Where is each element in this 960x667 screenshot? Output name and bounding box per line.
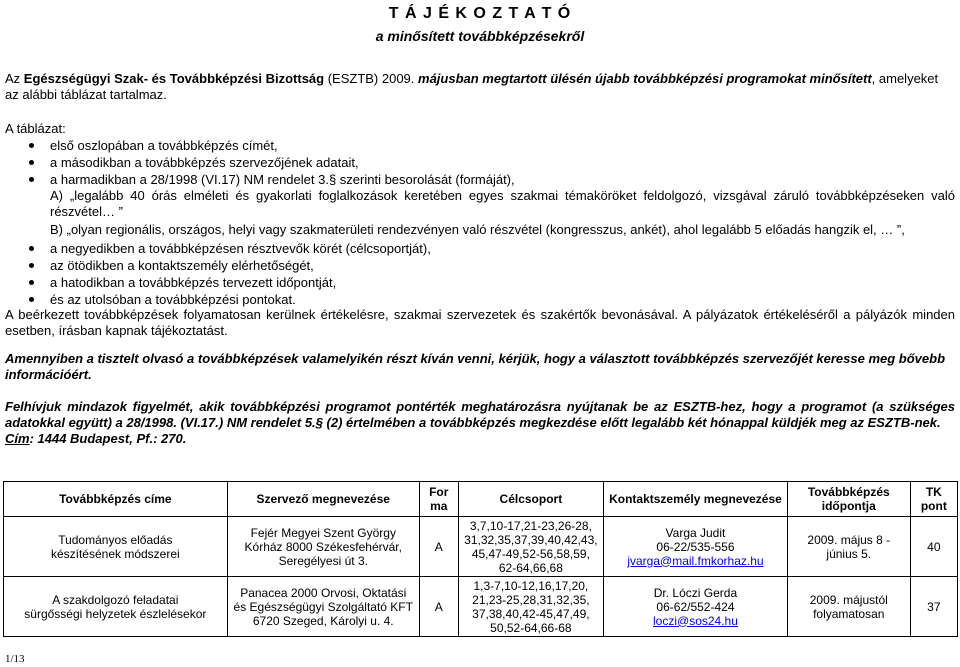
cell-title: Tudományos előadás készítésének módszerei <box>4 517 228 577</box>
cell-contact <box>604 577 788 637</box>
org-line: Kórház 8000 Székesfehérvár, <box>244 539 402 554</box>
interest-text-2: továbbképzések <box>197 351 299 366</box>
form-a-description: A) „legalább 40 órás elméleti és gyakorlati foglalkozások keretében egyes szakmai témaköröket feldolgozó, vizsgával záruló továbbképzéseken való részvétel… ” <box>50 188 955 219</box>
interest-text-4: továbbképzés szervezőjét <box>653 351 813 366</box>
table-row <box>4 577 958 637</box>
bullet-icon <box>29 280 34 285</box>
list-item-text: az ötödikben a kontaktszemély elérhetőségét, <box>50 258 314 273</box>
header-title: Továbbképzés címe <box>4 482 228 517</box>
cell-organizer <box>227 517 419 577</box>
header-contact: Kontaktszemély megnevezése <box>604 482 788 517</box>
list-item-text: első oszlopában a továbbképzés címét, <box>50 138 278 153</box>
list-item <box>5 240 955 257</box>
cell-target <box>458 517 603 577</box>
cell-contact <box>604 517 788 577</box>
interest-text-5: keresse meg bővebb információért. <box>5 351 946 382</box>
contact-email-link[interactable]: loczi@sos24.hu <box>653 613 738 628</box>
contact-name: Varga Judit <box>665 525 726 540</box>
page-number: 1/13 <box>5 653 25 665</box>
list-item <box>5 257 955 274</box>
target-line: 45,47-49,52-56,58,59, <box>471 546 590 561</box>
contact-name: Dr. Lóczi Gerda <box>653 585 738 600</box>
contact-phone: 06-22/535-556 <box>656 539 735 554</box>
evaluation-paragraph: A beérkezett továbbképzések folyamatosan kerülnek értékelésre, szakmai szervezetek és szakértők bevonásával. A pályázatok értékeléséről a pályázók minden esetben, írásban kapnak tájékoztatást. <box>5 307 955 338</box>
header-form-text: Forma <box>429 485 449 513</box>
cell-title: A szakdolgozó feladatai sürgősségi helyzetek észlelésekor <box>4 577 228 637</box>
bullet-icon <box>29 143 34 148</box>
target-line: 21,23-25,28,31,32,35, <box>472 592 590 607</box>
notice-text: Felhívjuk mindazok figyelmét, akik továbbképzési programot pontérték meghatározásra nyújtanak be az ESZTB-hez, hogy a programot (a szükséges adatokkal együtt) a 28/1998. (VI.17.) NM rendelet 5.§ (2) értelmében a továbbképzés megkezdése előtt legalább két hónappal küldjék meg az ESZTB-nek. <box>5 399 955 430</box>
cell-form: A <box>419 517 458 577</box>
cell-date: 2009. május 8 - június 5. <box>787 517 910 577</box>
header-target: Célcsoport <box>458 482 603 517</box>
intro-text-3: májusban megtartott ülésén újabb <box>418 71 634 86</box>
description-list-2 <box>5 240 955 308</box>
interest-text-3: valamelyikén részt kíván venni, kérjük, hogy a választott <box>298 351 654 366</box>
org-line: Seregélyesi út 3. <box>278 553 368 568</box>
list-item-text: a harmadikban a 28/1998 (VI.17) NM rendelet 3.§ szerinti besorolását (formáját), <box>50 172 515 187</box>
table-description <box>5 120 955 308</box>
org-line: Fejér Megyei Szent György <box>250 525 396 540</box>
document-title: T Á J É K O Z T A T Ó <box>388 5 572 22</box>
bullet-icon <box>29 177 34 182</box>
document-subtitle: a minősített továbbképzésekről <box>375 28 585 44</box>
cell-form: A <box>419 577 458 637</box>
list-item <box>5 171 955 188</box>
form-b-description: B) „olyan regionális, országos, helyi vagy szakmaterületi rendezvényen való részvétel (kongresszus, ankét), ahol legalább 5 előadás hangzik el, … ”, <box>50 222 905 237</box>
address-label: Cím <box>5 431 30 446</box>
list-item-text: a hatodikban a továbbképzés tervezett időpontját, <box>50 275 337 290</box>
training-table <box>3 481 958 637</box>
org-line: és Egészségügyi Szolgáltató KFT <box>233 599 413 614</box>
bullet-icon <box>29 263 34 268</box>
header-form <box>419 482 458 517</box>
target-line: 50,52-64,66-68 <box>490 620 572 635</box>
org-line: 6720 Szeged, Károlyi u. 4. <box>252 613 394 628</box>
target-line: 37,38,40,42-45,47,49, <box>472 606 590 621</box>
header-organizer: Szervező megnevezése <box>227 482 419 517</box>
target-line: 3,7,10-17,21-23,26-28, <box>469 518 592 533</box>
description-list <box>5 137 955 188</box>
bullet-icon <box>29 160 34 165</box>
intro-paragraph <box>5 71 955 103</box>
header-points: TK pont <box>910 482 957 517</box>
cell-target <box>458 577 603 637</box>
list-item-text: és az utolsóban a továbbképzési pontokat. <box>50 292 296 307</box>
cell-organizer <box>227 577 419 637</box>
contact-phone: 06-62/552-424 <box>656 599 735 614</box>
list-item-text: a másodikban a továbbképzés szervezőjének adatait, <box>50 155 359 170</box>
interest-paragraph <box>5 351 955 383</box>
list-item <box>5 291 955 308</box>
bullet-icon <box>29 297 34 302</box>
list-item <box>5 154 955 171</box>
address-line <box>5 431 955 447</box>
committee-name: Egészségügyi Szak- és Továbbképzési Bizottság <box>23 71 325 86</box>
list-item-text: a negyedikben a továbbképzésen résztvevők körét (célcsoportját), <box>50 241 431 256</box>
cell-points: 37 <box>910 577 957 637</box>
target-line: 1,3-7,10-12,16,17,20, <box>473 578 589 593</box>
intro-text-1: Az <box>5 71 24 86</box>
table-row <box>4 517 958 577</box>
address-value: : 1444 Budapest, Pf.: 270. <box>29 431 187 446</box>
intro-text-5: , amelyeket az alábbi táblázat tartalmaz. <box>5 71 939 102</box>
intro-text-4: továbbképzési programokat minősített <box>633 71 872 86</box>
header-date: Továbbképzés időpontja <box>787 482 910 517</box>
table-description-heading: A táblázat: <box>5 121 66 136</box>
intro-text-2: (ESZTB) 2009. <box>324 71 419 86</box>
table-header-row <box>4 482 958 517</box>
notice-paragraph <box>5 399 955 447</box>
cell-points: 40 <box>910 517 957 577</box>
contact-email-link[interactable]: jvarga@mail.fmkorhaz.hu <box>627 553 764 568</box>
interest-text-1: Amennyiben a tisztelt olvasó a <box>5 351 198 366</box>
target-line: 31,32,35,37,39,40,42,43, <box>464 532 598 547</box>
list-item <box>5 274 955 291</box>
cell-date: 2009. májustól folyamatosan <box>787 577 910 637</box>
target-line: 62-64,66,68 <box>498 560 563 575</box>
org-line: Panacea 2000 Orvosi, Oktatási <box>240 585 407 600</box>
bullet-icon <box>29 246 34 251</box>
list-item <box>5 137 955 154</box>
